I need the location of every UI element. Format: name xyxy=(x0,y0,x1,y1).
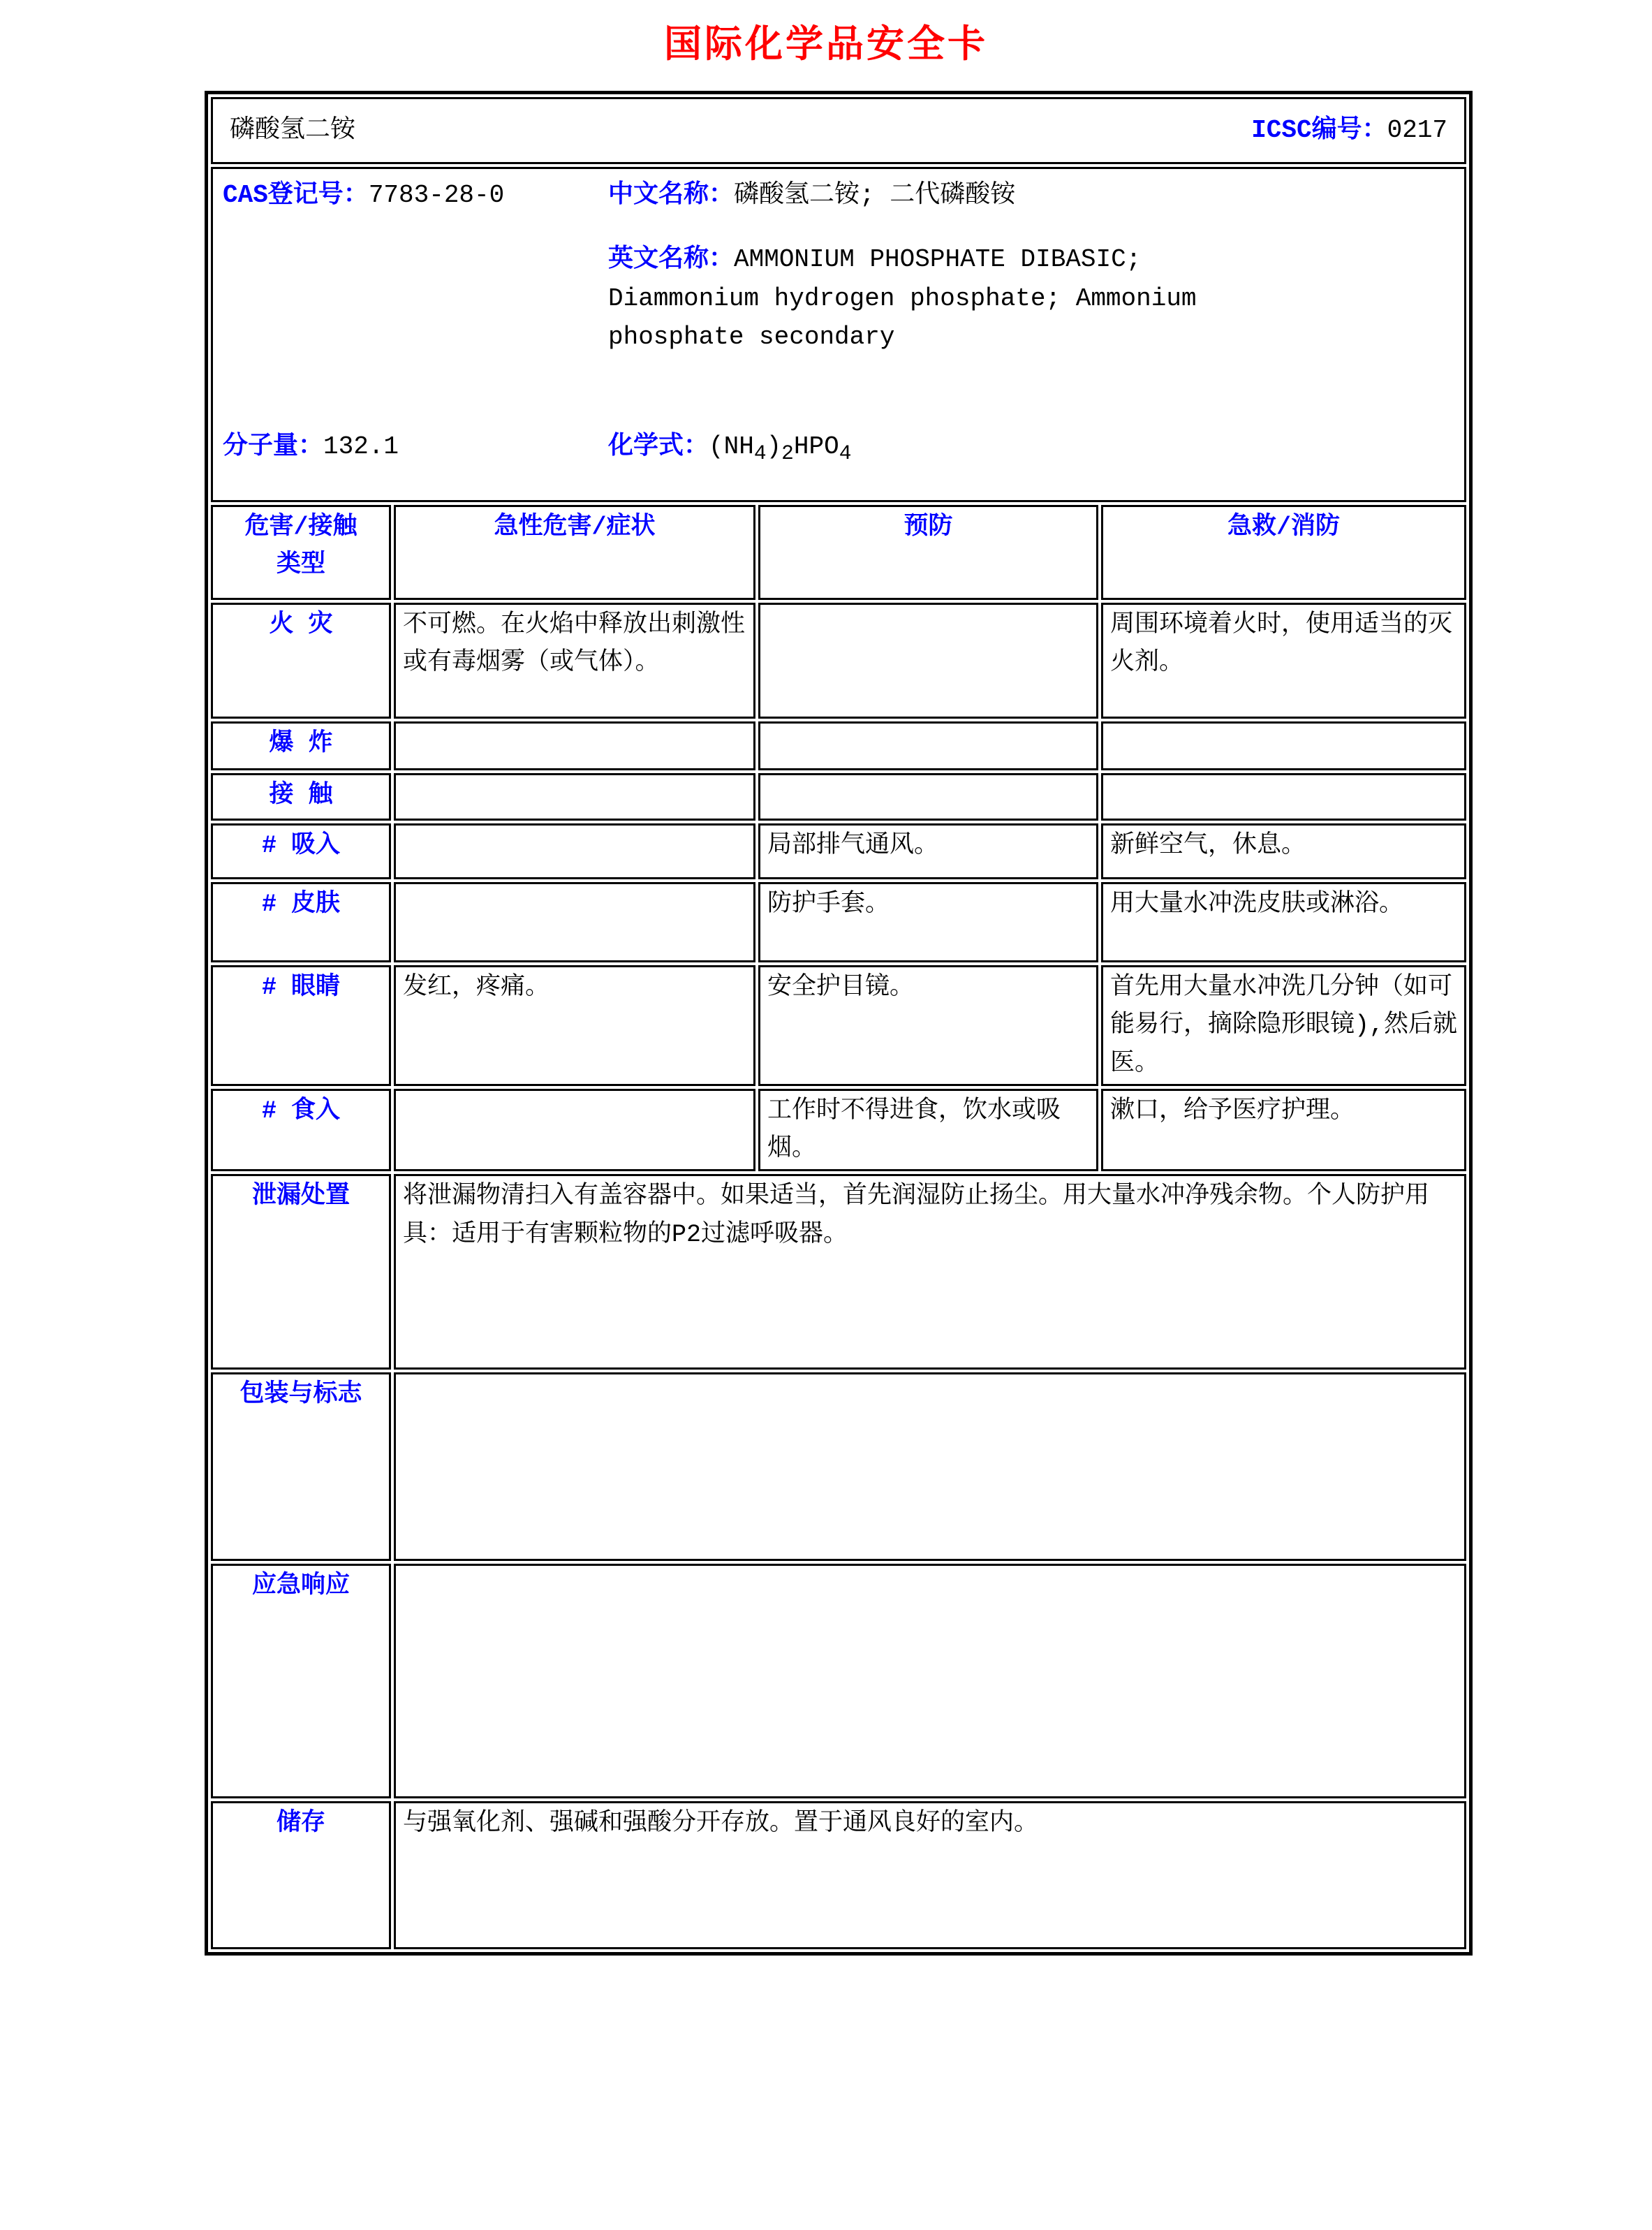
identity-block xyxy=(220,170,1457,467)
header-hazard-type-line1: 危害/接触 xyxy=(244,513,357,541)
row-skin xyxy=(211,882,1466,962)
ingestion-prevention-cell: 工作时不得进食，饮水或吸烟。 xyxy=(758,1089,1098,1172)
page-title: 国际化学品安全卡 xyxy=(664,26,988,68)
row-label-contact: 接 触 xyxy=(211,773,391,821)
substance-name: 磷酸氢二铵 xyxy=(230,116,356,145)
inhalation-prevention-cell: 局部排气通风。 xyxy=(758,823,1098,879)
row-ingestion xyxy=(211,1089,1466,1172)
eyes-prevention-cell: 安全护目镜。 xyxy=(758,965,1098,1086)
formula-subscript: 4 xyxy=(753,441,767,465)
explosion-symptoms-cell xyxy=(394,721,755,770)
formula-group xyxy=(608,427,851,467)
row-eyes xyxy=(211,965,1466,1086)
row-contact xyxy=(211,773,1466,821)
substance-header-row xyxy=(211,97,1466,164)
identity-row xyxy=(211,167,1466,502)
mw-group xyxy=(223,427,608,467)
cn-name-label: 中文名称： xyxy=(608,181,735,210)
cas-number: 7783-28-0 xyxy=(368,181,505,210)
ingestion-symptoms-cell xyxy=(394,1089,755,1172)
header-hazard-type-line2: 类型 xyxy=(276,551,325,580)
cas-label: CAS登记号： xyxy=(223,181,369,210)
spillage-content-cell: 将泄漏物清扫入有盖容器中。如果适当，首先润湿防止扬尘。用大量水冲净残余物。个人防护用具：适用于有害颗粒物的P2过滤呼吸器。 xyxy=(394,1174,1466,1370)
formula-value xyxy=(709,432,852,465)
row-label-ingestion: # 食入 xyxy=(211,1089,391,1172)
explosion-prevention-cell xyxy=(758,721,1098,770)
substance-header xyxy=(220,111,1457,150)
header-symptoms: 急性危害/症状 xyxy=(394,505,755,600)
formula-label: 化学式： xyxy=(608,432,709,461)
hazard-table-header-row xyxy=(211,505,1466,600)
row-packaging xyxy=(211,1372,1466,1561)
contact-prevention-cell xyxy=(758,773,1098,821)
storage-content-cell: 与强氧化剂、强碱和强酸分开存放。置于通风良好的室内。 xyxy=(394,1801,1466,1949)
row-explosion xyxy=(211,721,1466,770)
icsc-number-value: 0217 xyxy=(1387,116,1448,145)
skin-symptoms-cell xyxy=(394,882,755,962)
inhalation-firstaid-cell: 新鲜空气，休息。 xyxy=(1101,823,1466,879)
emergency-response-content-cell xyxy=(394,1564,1466,1798)
row-label-spillage: 泄漏处置 xyxy=(211,1174,391,1370)
contact-symptoms-cell xyxy=(394,773,755,821)
row-emergency-response xyxy=(211,1564,1466,1798)
ingestion-firstaid-cell: 漱口，给予医疗护理。 xyxy=(1101,1089,1466,1172)
cas-group xyxy=(223,176,608,215)
mw-value: 132.1 xyxy=(323,432,399,461)
en-name-value: AMMONIUM PHOSPHATE DIBASIC; Diammonium hydrogen phosphate; Ammonium phosphate secondary xyxy=(608,244,1197,352)
row-label-storage: 储存 xyxy=(211,1801,391,1949)
identity-cell xyxy=(211,167,1466,502)
row-fire xyxy=(211,603,1466,719)
row-label-skin: # 皮肤 xyxy=(211,882,391,962)
en-name-label: 英文名称： xyxy=(608,244,735,274)
icsc-number-label: ICSC编号： xyxy=(1251,116,1387,145)
explosion-firstaid-cell xyxy=(1101,721,1466,770)
formula-part: HPO xyxy=(793,432,839,461)
fire-firstaid-cell: 周围环境着火时，使用适当的灭火剂。 xyxy=(1101,603,1466,719)
icsc-card-table xyxy=(205,91,1473,1956)
cn-name-group xyxy=(608,176,1015,215)
mw-label: 分子量： xyxy=(223,432,324,461)
formula-subscript: 4 xyxy=(839,441,852,465)
row-storage xyxy=(211,1801,1466,1949)
row-label-explosion: 爆 炸 xyxy=(211,721,391,770)
formula-part: ) xyxy=(766,432,782,461)
row-label-eyes: # 眼睛 xyxy=(211,965,391,1086)
header-firstaid: 急救/消防 xyxy=(1101,505,1466,600)
formula-part: (NH xyxy=(709,432,754,461)
row-inhalation xyxy=(211,823,1466,879)
contact-firstaid-cell xyxy=(1101,773,1466,821)
header-hazard-type xyxy=(211,505,391,600)
fire-symptoms-cell: 不可燃。在火焰中释放出刺激性或有毒烟雾（或气体）。 xyxy=(394,603,755,719)
eyes-symptoms-cell: 发红，疼痛。 xyxy=(394,965,755,1086)
inhalation-symptoms-cell xyxy=(394,823,755,879)
cn-name-value: 磷酸氢二铵; 二代磷酸铵 xyxy=(734,181,1016,210)
en-name-group xyxy=(608,240,1306,359)
icsc-number-group xyxy=(1251,111,1447,150)
substance-header-cell xyxy=(211,97,1466,164)
row-label-inhalation: # 吸入 xyxy=(211,823,391,879)
row-spillage xyxy=(211,1174,1466,1370)
skin-firstaid-cell: 用大量水冲洗皮肤或淋浴。 xyxy=(1101,882,1466,962)
skin-prevention-cell: 防护手套。 xyxy=(758,882,1098,962)
row-label-fire: 火 灾 xyxy=(211,603,391,719)
row-label-packaging: 包装与标志 xyxy=(211,1372,391,1561)
row-label-emergency-response: 应急响应 xyxy=(211,1564,391,1798)
cas-cnname-line xyxy=(223,176,1454,215)
fire-prevention-cell xyxy=(758,603,1098,719)
packaging-content-cell xyxy=(394,1372,1466,1561)
header-prevention: 预防 xyxy=(758,505,1098,600)
mw-formula-line xyxy=(223,427,1454,467)
formula-subscript: 2 xyxy=(781,441,794,465)
eyes-firstaid-cell: 首先用大量水冲洗几分钟（如可能易行，摘除隐形眼镜),然后就医。 xyxy=(1101,965,1466,1086)
